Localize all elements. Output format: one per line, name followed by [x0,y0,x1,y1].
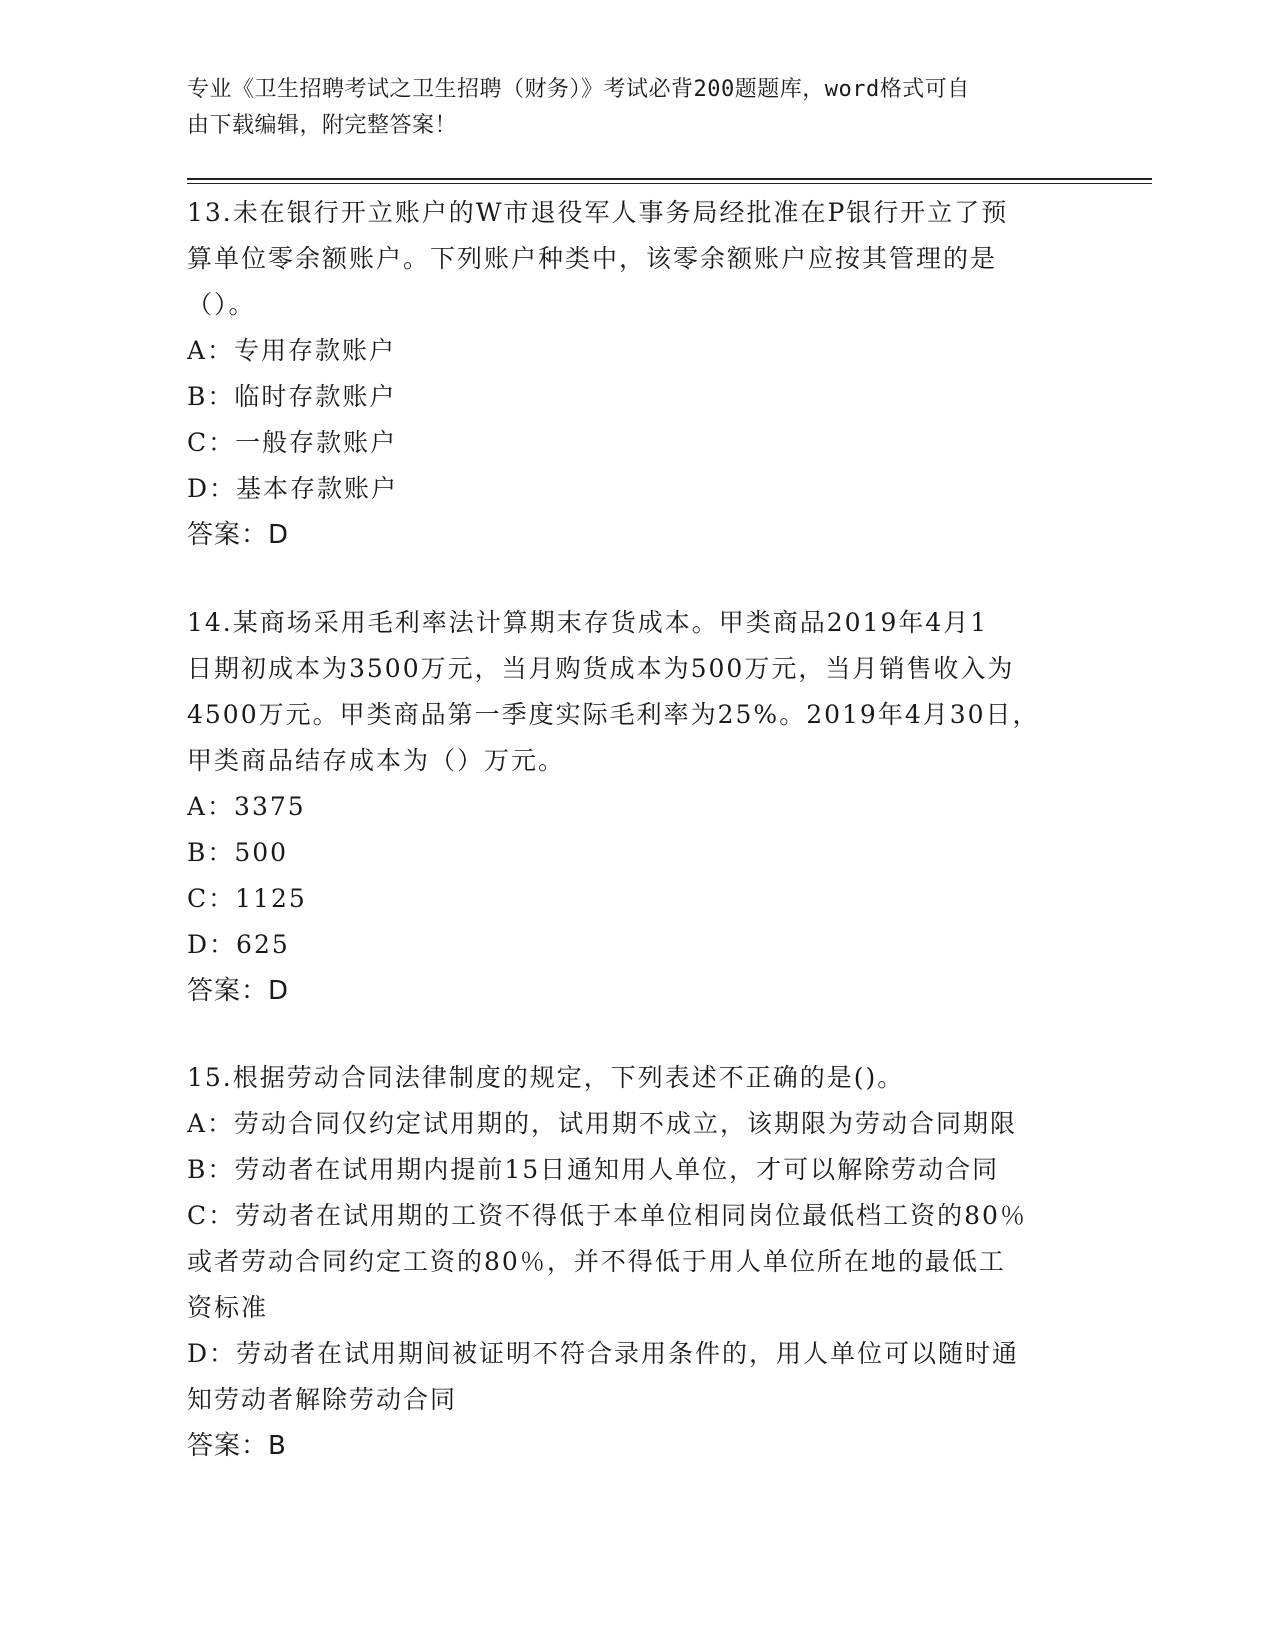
question-13 [187,190,1067,558]
option-a: A：专用存款账户 [187,336,397,365]
question-stem-line: 13.未在银行开立账户的W市退役军人事务局经批准在P银行开立了预 [187,198,1009,227]
header-divider-thick [187,178,1152,180]
option-c: C：劳动者在试用期的工资不得低于本单位相同岗位最低档工资的80％ [187,1201,1027,1230]
option-b: B：临时存款账户 [187,382,397,411]
option-c: C：一般存款账户 [187,428,398,457]
header-line-1: 专业《卫生招聘考试之卫生招聘（财务）》考试必背200题题库，word格式可自 [187,77,970,102]
option-b: B：500 [187,838,289,867]
question-stem-line: 算单位零余额账户。下列账户种类中，该零余额账户应按其管理的是 [187,244,998,273]
question-stem-line: 甲类商品结存成本为（）万元。 [187,746,566,775]
option-c: C：1125 [187,884,307,913]
answer-label: 答案：D [187,976,290,1006]
question-stem-line: 14.某商场采用毛利率法计算期末存货成本。甲类商品2019年4月1 [187,608,989,637]
question-stem-line: （）。 [187,290,256,319]
header-divider-thin [187,183,1152,184]
option-b: B：劳动者在试用期内提前15日通知用人单位，才可以解除劳动合同 [187,1155,1000,1184]
option-d: D：625 [187,930,290,959]
option-a: A：3375 [187,792,306,821]
answer-label: 答案：D [187,520,290,550]
option-a: A：劳动合同仅约定试用期的，试用期不成立，该期限为劳动合同期限 [187,1109,1018,1138]
option-d: D：基本存款账户 [187,474,399,503]
question-stem-line: 4500万元。甲类商品第一季度实际毛利率为25%。2019年4月30日， [187,700,1040,729]
option-d: D：劳动者在试用期间被证明不符合录用条件的，用人单位可以随时通 [187,1339,1020,1368]
question-stem-line: 15.根据劳动合同法律制度的规定，下列表述不正确的是()。 [187,1063,905,1092]
header-line-2: 由下载编辑，附完整答案！ [187,113,458,138]
option-c-continued: 或者劳动合同约定工资的80％，并不得低于用人单位所在地的最低工 [187,1247,1006,1276]
question-stem-line: 日期初成本为3500万元，当月购货成本为500万元，当月销售收入为 [187,654,1015,683]
question-15 [187,1055,1067,1469]
option-c-continued: 资标准 [187,1293,269,1322]
document-header [187,72,1067,144]
option-d-continued: 知劳动者解除劳动合同 [187,1385,458,1414]
answer-label: 答案：B [187,1431,287,1461]
question-14 [187,600,1067,1014]
